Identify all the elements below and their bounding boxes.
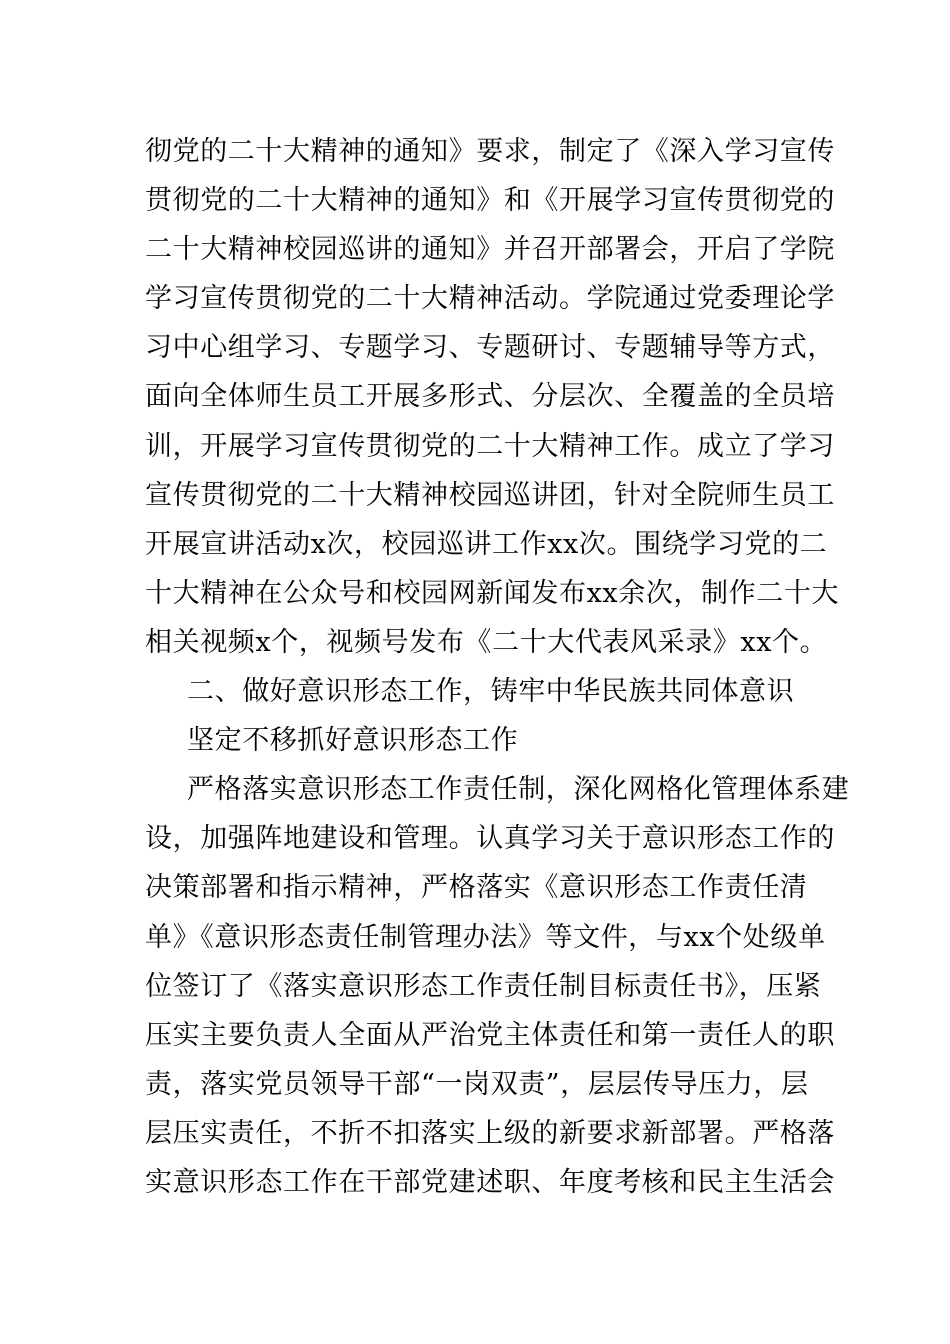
text-line: 习中心组学习、专题学习、专题研讨、专题辅导等方式， (145, 332, 835, 364)
subsection-heading: 坚定不移抓好意识形态工作 (187, 725, 519, 757)
text-line: 开展宣讲活动x次，校园巡讲工作xx次。围绕学习党的二 (145, 528, 828, 560)
text-line: 训，开展学习宣传贯彻党的二十大精神工作。成立了学习 (145, 430, 835, 462)
text-line: 贯彻党的二十大精神的通知》和《开展学习宣传贯彻党的 (145, 185, 835, 217)
text-line: 宣传贯彻党的二十大精神校园巡讲团，针对全院师生员工 (145, 479, 835, 511)
text-line: 二十大精神校园巡讲的通知》并召开部署会，开启了学院 (145, 234, 835, 266)
text-line: 实意识形态工作在干部党建述职、年度考核和民主生活会 (145, 1166, 835, 1198)
text-line: 十大精神在公众号和校园网新闻发布xx余次，制作二十大 (145, 577, 840, 609)
text-line: 面向全体师生员工开展多形式、分层次、全覆盖的全员培 (145, 381, 835, 413)
text-line: 位签订了《落实意识形态工作责任制目标责任书》，压紧 (145, 970, 822, 1002)
text-line: 责，落实党员领导干部“一岗双责”，层层传导压力，层 (145, 1068, 809, 1100)
text-line: 层压实责任，不折不扣落实上级的新要求新部署。严格落 (145, 1117, 835, 1149)
text-line: 相关视频x个，视频号发布《二十大代表风采录》xx个。 (145, 626, 828, 658)
text-line: 决策部署和指示精神，严格落实《意识形态工作责任清 (145, 872, 808, 904)
document-body (145, 127, 850, 1207)
text-line: 彻党的二十大精神的通知》要求，制定了《深入学习宣传 (145, 136, 835, 167)
text-line: 单》《意识形态责任制管理办法》等文件，与xx个处级单 (145, 921, 826, 953)
text-line: 压实主要负责人全面从严治党主体责任和第一责任人的职 (145, 1019, 835, 1051)
text-line: 学习宣传贯彻党的二十大精神活动。学院通过党委理论学 (145, 283, 835, 315)
section-heading: 二、做好意识形态工作，铸牢中华民族共同体意识 (187, 676, 795, 708)
text-line: 设，加强阵地建设和管理。认真学习关于意识形态工作的 (145, 823, 835, 855)
paragraph-start: 严格落实意识形态工作责任制，深化网格化管理体系建 (187, 774, 850, 806)
